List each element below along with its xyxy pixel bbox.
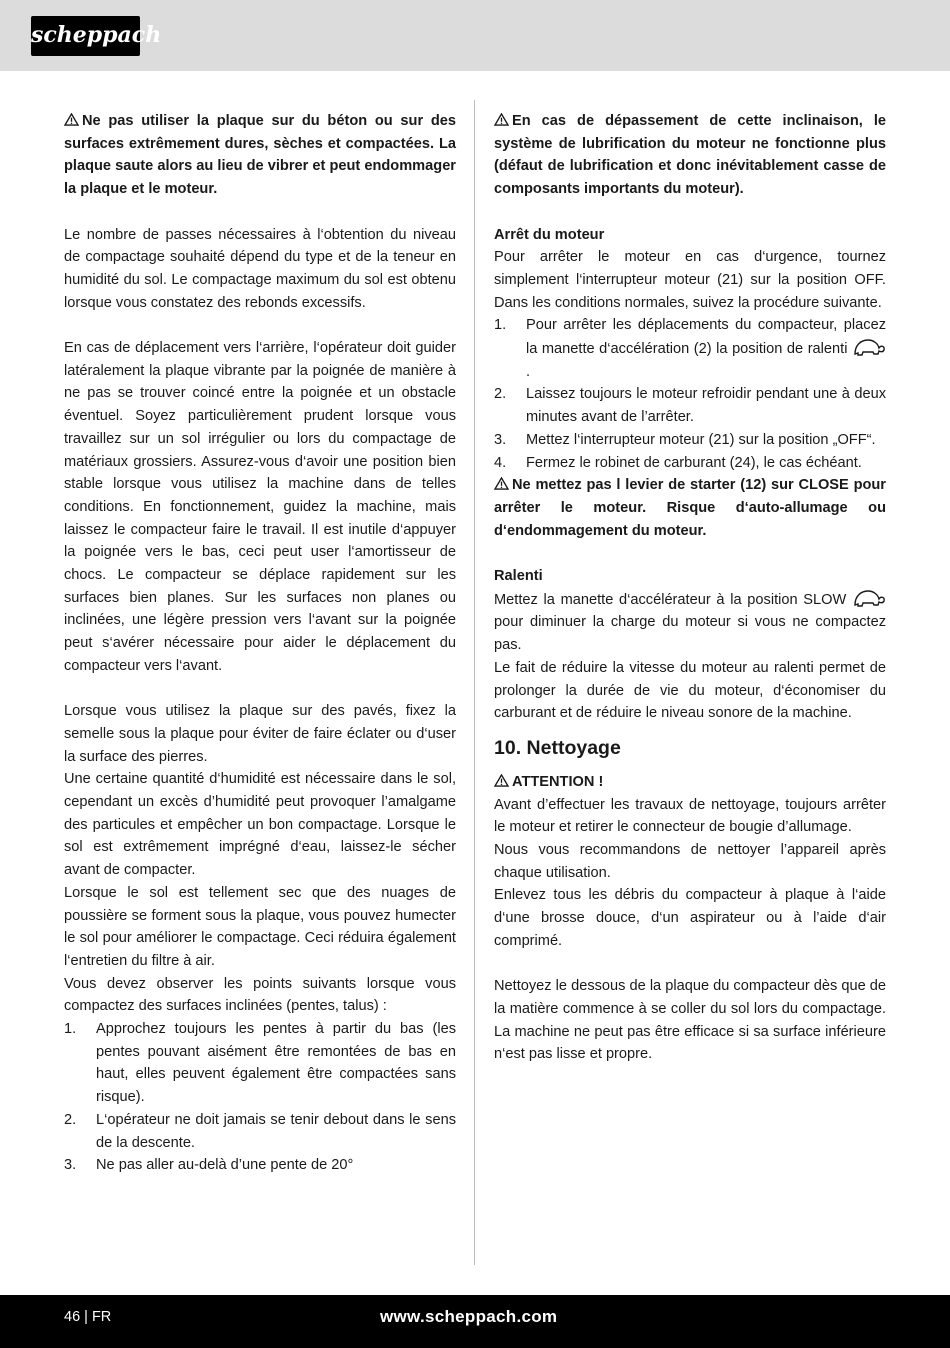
idle-title: Ralenti [494,568,543,585]
header-bar [0,0,950,71]
warning-concrete [64,110,456,201]
paragraph-passes: Le nombre de passes nécessaires à l‘obtention du niveau de compactage souhaité dépend du type et de la teneur en humidité du sol. Le compactage maximum du sol est obtenu lorsque vous constatez des rebonds excessifs. [64,226,456,311]
paragraph-humidity: Une certaine quantité d‘humidité est nécessaire dans le sol, cependant un excès d’humidité peut provoquer l’amalgame des particules et empêcher un bon compactage. Lorsque le sol est extrêmement imprégné d‘eau, laissez-le sécher avant de compacter. [64,771,456,879]
list-item: 2. Laissez toujours le moteur refroidir pendant une à deux minutes avant de l’arrêter. [494,386,886,426]
paragraph-reverse: En cas de déplacement vers l‘arrière, l‘opérateur doit guider latéralement la plaque vibrante par la poignée de manière à ne pas se trouver coincé entre la poignée et un obstacle éventuel. Soyez particulièrement prudent lorsque vous travaillez sur un sol irrégulier ou lors du compactage de matériaux grossiers. Assurez-vous d‘avoir une position bien stable lorsque vous utilisez la machine dans de telles conditions. En fonctionnement, guidez la machine, mais laissez le compacteur faire le travail. Il est inutile d‘appuyer la poignée vers le bas, ceci peut user l‘amortisseur de chocs. Le compacteur se déplace rapidement sur les surfaces bien planes. Sur les surfaces non planes ou inclinées, une légère pression vers l‘avant sur la poignée peut s‘avérer nécessaire pour aider le déplacement du compacteur vers l‘avant. [64,340,456,674]
list-item: 1. Pour arrêter les déplacements du compacteur, placez la manette d‘accélération (2) la position de ralenti . [494,317,886,380]
warning-icon [64,113,79,126]
turtle-icon [852,588,886,610]
warning-icon [494,774,509,787]
list-item: 3. Ne pas aller au-delà d’une pente de 20° [64,1157,354,1174]
page-number: 46 | FR [64,1309,112,1325]
attention-label: ATTENTION ! [494,771,886,794]
cleaning-paragraph-1: Avant d’effectuer les travaux de nettoyage, toujours arrêter le moteur et retirer le connecteur de bougie d’allumage. [494,796,886,836]
section-heading-cleaning: 10. Nettoyage [494,736,621,759]
stop-engine-title: Arrêt du moteur [494,226,605,243]
list-item: 2. L‘opérateur ne doit jamais se tenir debout dans le sens de la descente. [64,1111,456,1151]
warning-lubrication: En cas de dépassement de cette inclinaison, le système de lubrification du moteur ne fonctionne plus (défaut de lubrification et donc inévitablement casse de composants importants du moteur). [494,113,886,198]
idle-paragraph-2: Le fait de réduire la vitesse du moteur au ralenti permet de prolonger la durée de vie du moteur, d‘économiser du carburant et de réduire le niveau sonore de la machine. [494,659,886,722]
warning-icon [494,113,509,126]
idle-paragraph-1: Mettez la manette d‘accélérateur à la position SLOW pour diminuer la charge du moteur si vous ne compactez pas. [494,588,886,657]
paragraph-dust: Lorsque le sol est tellement sec que des nuages de poussière se forment sous la plaque, vous pouvez humecter le sol pour améliorer le compactage. Ceci réduira également l‘entretien du filtre à air. [64,884,456,969]
brand-logo: scheppach [31,16,140,56]
list-item: 1. Approchez toujours les pentes à partir du bas (les pentes pouvant aisément être remontées de bas en haut, elles peuvent également être compactées sans risque). [64,1021,456,1106]
turtle-icon [852,337,886,359]
slope-list [64,1018,456,1177]
right-column [494,110,886,1066]
stop-engine-paragraph: Pour arrêter le moteur en cas d‘urgence, tournez simplement l‘interrupteur moteur (21) sur la position OFF. Dans les conditions normales, suivez la procédure suivante. [494,249,886,311]
list-item: 3. Mettez l‘interrupteur moteur (21) sur la position „OFF“. [494,431,876,448]
column-divider [474,100,475,1265]
website-url: www.scheppach.com [380,1307,558,1326]
warning-starter: Ne mettez pas l levier de starter (12) sur CLOSE pour arrêter le moteur. Risque d‘auto-allumage ou d‘endommagement du moteur. [494,477,886,539]
paragraph-paving: Lorsque vous utilisez la plaque sur des pavés, fixez la semelle sous la plaque pour éviter de faire éclater ou d‘user la surface des pierres. [64,703,456,765]
warning-icon [494,477,509,490]
left-column [64,110,456,1177]
cleaning-paragraph-4: Nettoyez le dessous de la plaque du compacteur dès que de la matière commence à se coller du sol lors du compactage. La machine ne peut pas être efficace si sa surface inférieure n‘est pas lisse et propre. [494,978,886,1063]
paragraph-slopes: Vous devez observer les points suivants lorsque vous compactez des surfaces inclinées (pentes, talus) : [64,975,456,1015]
list-item: 4. Fermez le robinet de carburant (24), le cas échéant. [494,454,862,471]
stop-engine-list [494,314,886,474]
cleaning-paragraph-3: Enlevez tous les débris du compacteur à plaque à l‘aide d‘une brosse douce, d‘un aspirateur ou à l’aide d‘air comprimé. [494,887,886,949]
warning-concrete-text: Ne pas utiliser la plaque sur du béton ou sur des surfaces extrêmement dures, sèches et compactées. La plaque saute alors au lieu de vibrer et peut endommager la plaque et le moteur. [64,113,456,198]
cleaning-paragraph-2: Nous vous recommandons de nettoyer l’appareil après chaque utilisation. [494,842,886,881]
